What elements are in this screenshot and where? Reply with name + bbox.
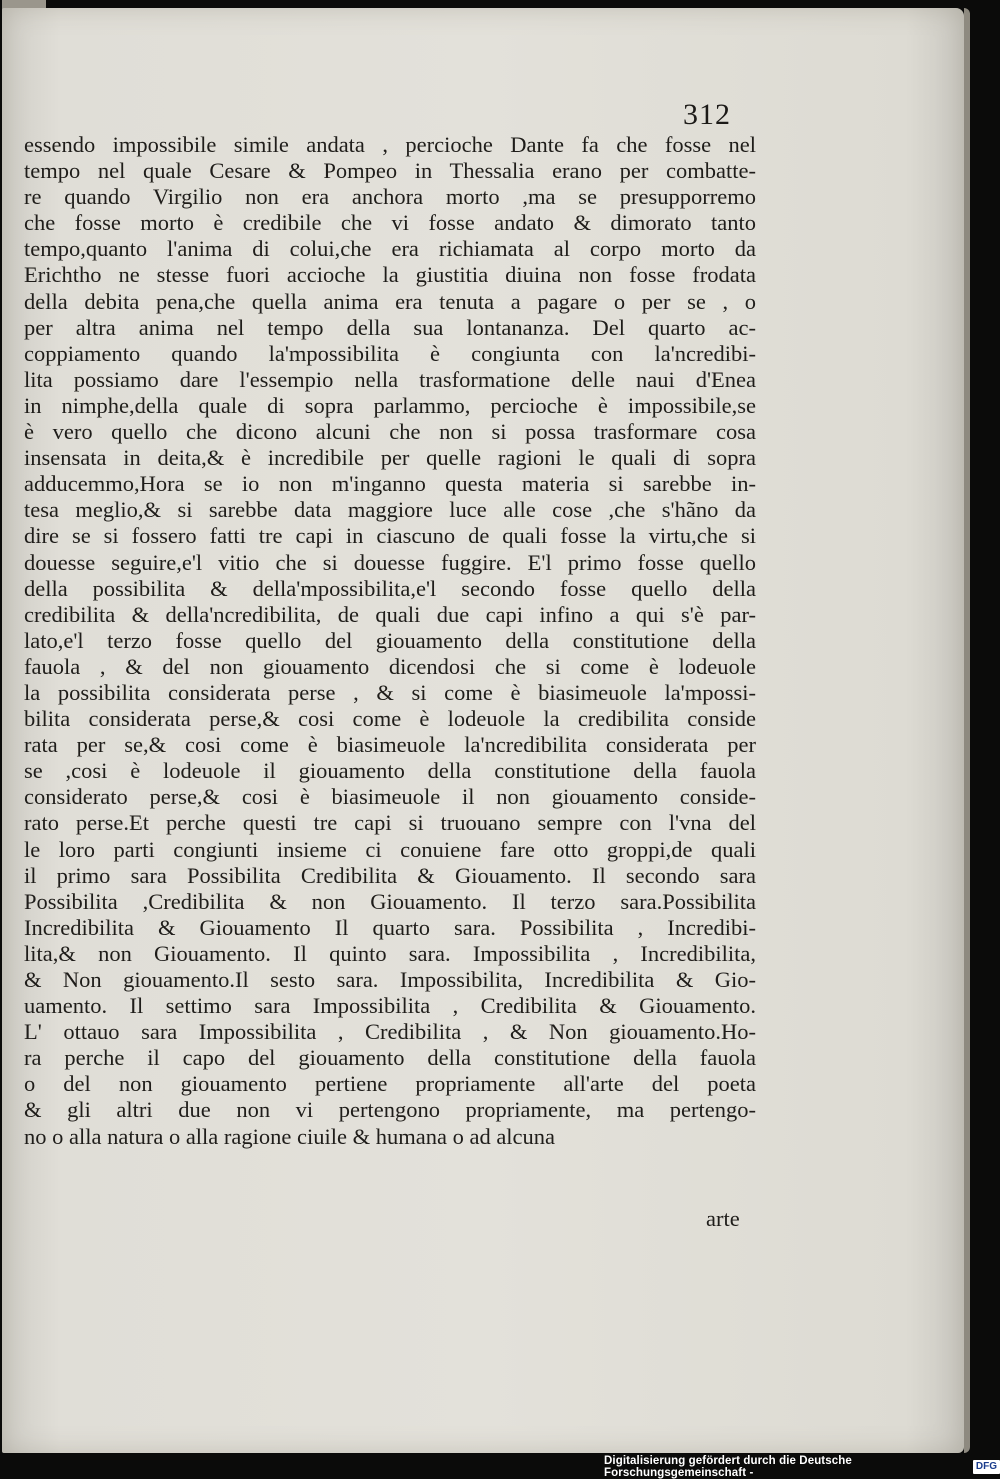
text-line: coppiamento quando la'mpossibilita è congiunta con la'ncredibi- — [24, 340, 756, 366]
text-line: bilita considerata perse,& cosi come è lodeuole la credibilita conside — [24, 706, 756, 732]
text-line: della debita pena,che quella anima era tenuta a pagare o per se , o — [24, 288, 756, 314]
text-line: se ,cosi è lodeuole il giouamento della constitutione della fauola — [24, 758, 756, 784]
text-line: della possibilita & della'mpossibilita,e'l secondo fosse quello della — [24, 575, 756, 601]
page-number: 312 — [683, 98, 731, 131]
text-line: & Non giouamento.Il sesto sara. Impossibilita, Incredibilita & Gio- — [24, 967, 756, 992]
text-line: L' ottauo sara Impossibilita , Credibilita , & Non giouamento.Ho- — [24, 1019, 756, 1045]
text-line: il primo sara Possibilita Credibilita & Giouamento. Il secondo sara — [24, 862, 756, 888]
text-line: tempo nel quale Cesare & Pompeo in Thessalia erano per combatte- — [24, 158, 756, 184]
text-line: è vero quello che dicono alcuni che non si possa trasformare cosa — [24, 419, 756, 445]
body-text — [24, 132, 756, 1150]
text-line: lita possiamo dare l'essempio nella trasformatione delle naui d'Enea — [24, 366, 756, 392]
text-line: Possibilita ,Credibilita & non Giouamento. Il terzo sara.Possibilita — [24, 888, 756, 914]
text-line: Incredibilita & Giouamento Il quarto sara. Possibilita , Incredibi- — [24, 914, 756, 940]
text-line: Erichtho ne stesse fuori accioche la giustitia diuina non fosse frodata — [24, 262, 756, 288]
text-line: dire se si fossero fatti tre capi in ciascuno de quali fosse la virtu,che si — [24, 523, 756, 549]
text-line: douesse seguire,e'l vitio che si douesse fuggire. E'l primo fosse quello — [24, 549, 756, 575]
page-edge — [964, 8, 970, 1453]
text-line: lita,& non Giouamento. Il quinto sara. Impossibilita , Incredibilita, — [24, 940, 756, 966]
text-line: le loro parti congiunti insieme ci conuiene fare otto groppi,de quali — [24, 836, 756, 862]
text-line: re quando Virgilio non era anchora morto ,ma se presupporremo — [24, 184, 756, 210]
text-line: che fosse morto è credibile che vi fosse andato & dimorato tanto — [24, 210, 756, 236]
text-line: rato perse.Et perche questi tre capi si truouano sempre con l'vna del — [24, 810, 756, 836]
text-line: tesa meglio,& si sarebbe data maggiore luce alle cose ,che s'hãno da — [24, 497, 756, 523]
text-line: uamento. Il settimo sara Impossibilita , Credibilita & Giouamento. — [24, 993, 756, 1019]
text-line: adducemmo,Hora se io non m'inganno questa materia si sarebbe in- — [24, 471, 756, 497]
text-line: tempo,quanto l'anima di colui,che era richiamata al corpo morto da — [24, 236, 756, 262]
text-line: insensata in deita,& è incredibile per quelle ragioni le quali di sopra — [24, 445, 756, 471]
text-line: credibilita & della'ncredibilita, de quali due capi infino a qui s'è par- — [24, 601, 756, 627]
text-line: lato,e'l terzo fosse quello del giouamento della constitutione della — [24, 627, 756, 653]
dfg-logo: DFG — [973, 1460, 1000, 1474]
text-line: no o alla natura o alla ragione ciuile & humana o ad alcuna — [24, 1123, 556, 1149]
digitization-credit — [604, 1456, 1000, 1478]
text-line: fauola , & del non giouamento dicendosi che si come è lodeuole — [24, 653, 756, 679]
text-line: ra perche il capo del giouamento della constitutione della fauola — [24, 1045, 756, 1071]
credit-text: Digitalisierung gefördert durch die Deutsche Forschungsgemeinschaft - — [604, 1455, 852, 1479]
text-line: o del non giouamento pertiene propriamente all'arte del poeta — [24, 1071, 756, 1097]
text-line: rata per se,& cosi come è biasimeuole la'ncredibilita considerata per — [24, 732, 756, 758]
text-line: essendo impossibile simile andata , percioche Dante fa che fosse nel — [24, 132, 756, 157]
text-line: & gli altri due non vi pertengono propriamente, ma pertengo- — [24, 1097, 756, 1123]
catchword: arte — [706, 1206, 740, 1231]
text-line: per altra anima nel tempo della sua lontananza. Del quarto ac- — [24, 314, 756, 340]
text-line: la possibilita considerata perse , & si come è biasimeuole la'mpossi- — [24, 679, 756, 705]
text-line: considerato perse,& cosi è biasimeuole il non giouamento conside- — [24, 784, 756, 810]
text-line: in nimphe,della quale di sopra parlammo, percioche è impossibile,se — [24, 392, 756, 418]
